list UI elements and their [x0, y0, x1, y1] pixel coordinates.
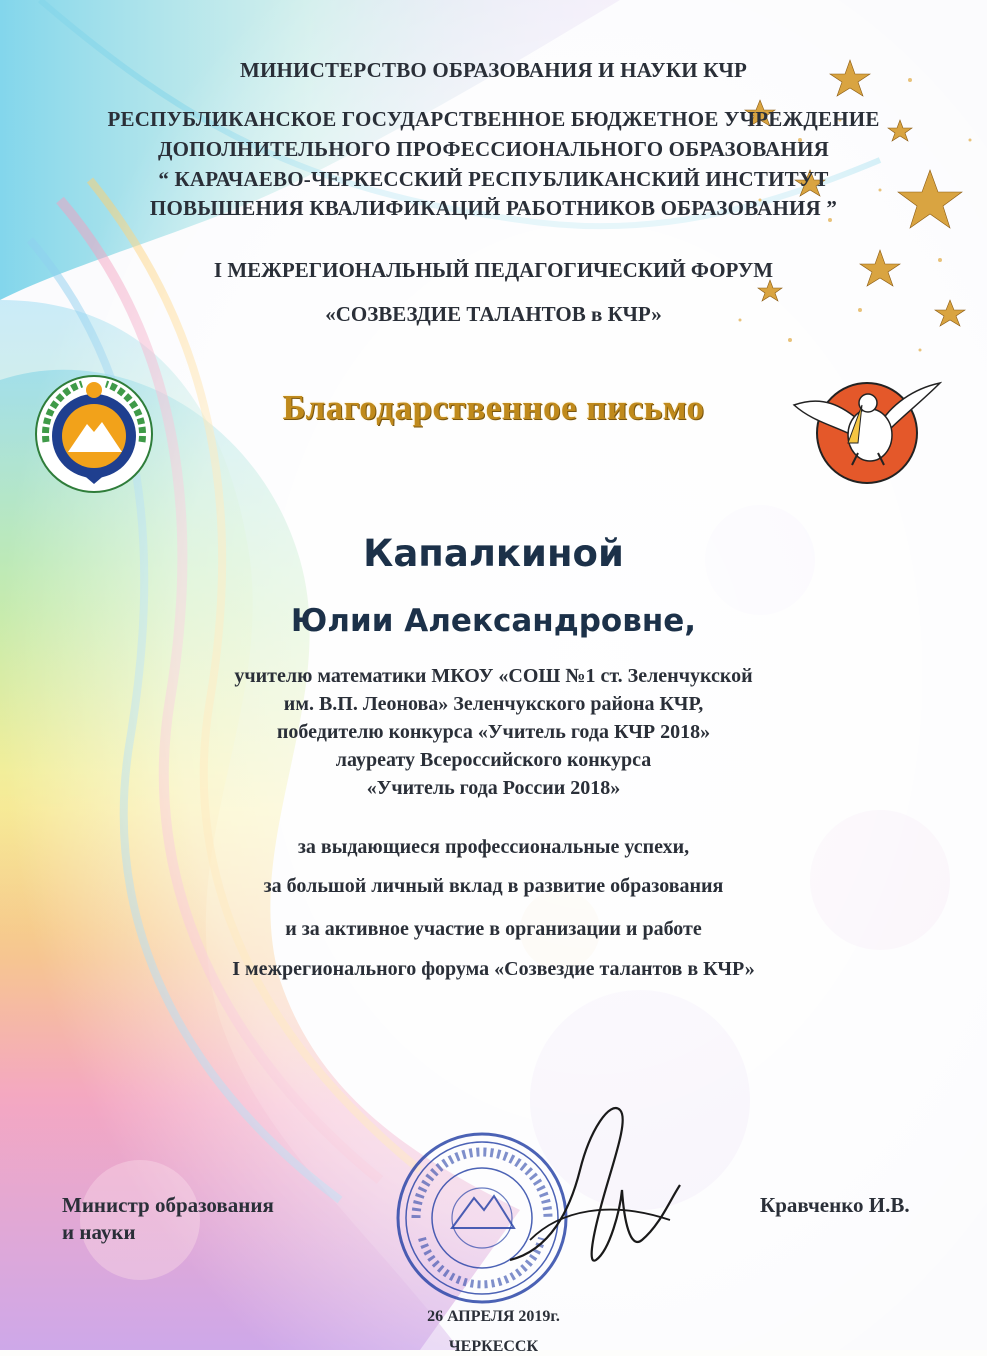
issue-city: ЧЕРКЕССК: [448, 1338, 539, 1355]
signatory-position-line-2: и науки: [62, 1220, 136, 1244]
signatory-position-line-1: Министр образования: [62, 1193, 274, 1217]
merit-line-1: за выдающиеся профессиональные успехи,: [297, 836, 690, 858]
institution-line-2: ДОПОЛНИТЕЛЬНОГО ПРОФЕССИОНАЛЬНОГО ОБРАЗОВАНИЯ: [158, 137, 829, 161]
description-line-1: учителю математики МКОУ «СОШ №1 ст. Зеленчукской: [234, 665, 753, 687]
institution-line-3: “ КАРАЧАЕВО-ЧЕРКЕССКИЙ РЕСПУБЛИКАНСКИЙ ИНСТИТУТ: [158, 167, 829, 191]
signatory-name: Кравченко И.В.: [760, 1193, 910, 1217]
merit-line-2: за большой личный вклад в развитие образования: [263, 875, 724, 897]
ministry-heading: МИНИСТЕРСТВО ОБРАЗОВАНИЯ И НАУКИ КЧР: [239, 58, 748, 82]
forum-line-2: «СОЗВЕЗДИЕ ТАЛАНТОВ в КЧР»: [325, 302, 662, 326]
description-line-4: лауреату Всероссийского конкурса: [335, 749, 652, 771]
merit-line-4: I межрегионального форума «Созвездие талантов в КЧР»: [232, 958, 755, 980]
issue-date: 26 АПРЕЛЯ 2019г.: [427, 1308, 560, 1325]
forum-line-1: I МЕЖРЕГИОНАЛЬНЫЙ ПЕДАГОГИЧЕСКИЙ ФОРУМ: [213, 258, 774, 282]
description-line-2: им. В.П. Леонова» Зеленчукского района КЧР,: [283, 693, 704, 715]
handwritten-signature-icon: [470, 1090, 690, 1290]
institution-line-4: ПОВЫШЕНИЯ КВАЛИФИКАЦИЙ РАБОТНИКОВ ОБРАЗОВАНИЯ ”: [149, 196, 838, 220]
recipient-given-names: Юлии Александровне,: [290, 603, 697, 639]
description-line-3: победителю конкурса «Учитель года КЧР 2018»: [276, 721, 711, 743]
recipient-surname: Капалкиной: [363, 532, 624, 575]
document-title: Благодарственное письмо: [282, 388, 705, 427]
merit-line-3: и за активное участие в организации и работе: [285, 918, 702, 940]
institution-line-1: РЕСПУБЛИКАНСКОЕ ГОСУДАРСТВЕННОЕ БЮДЖЕТНОЕ УЧРЕЖДЕНИЕ: [107, 107, 880, 131]
description-line-5: «Учитель года России 2018»: [366, 777, 621, 799]
